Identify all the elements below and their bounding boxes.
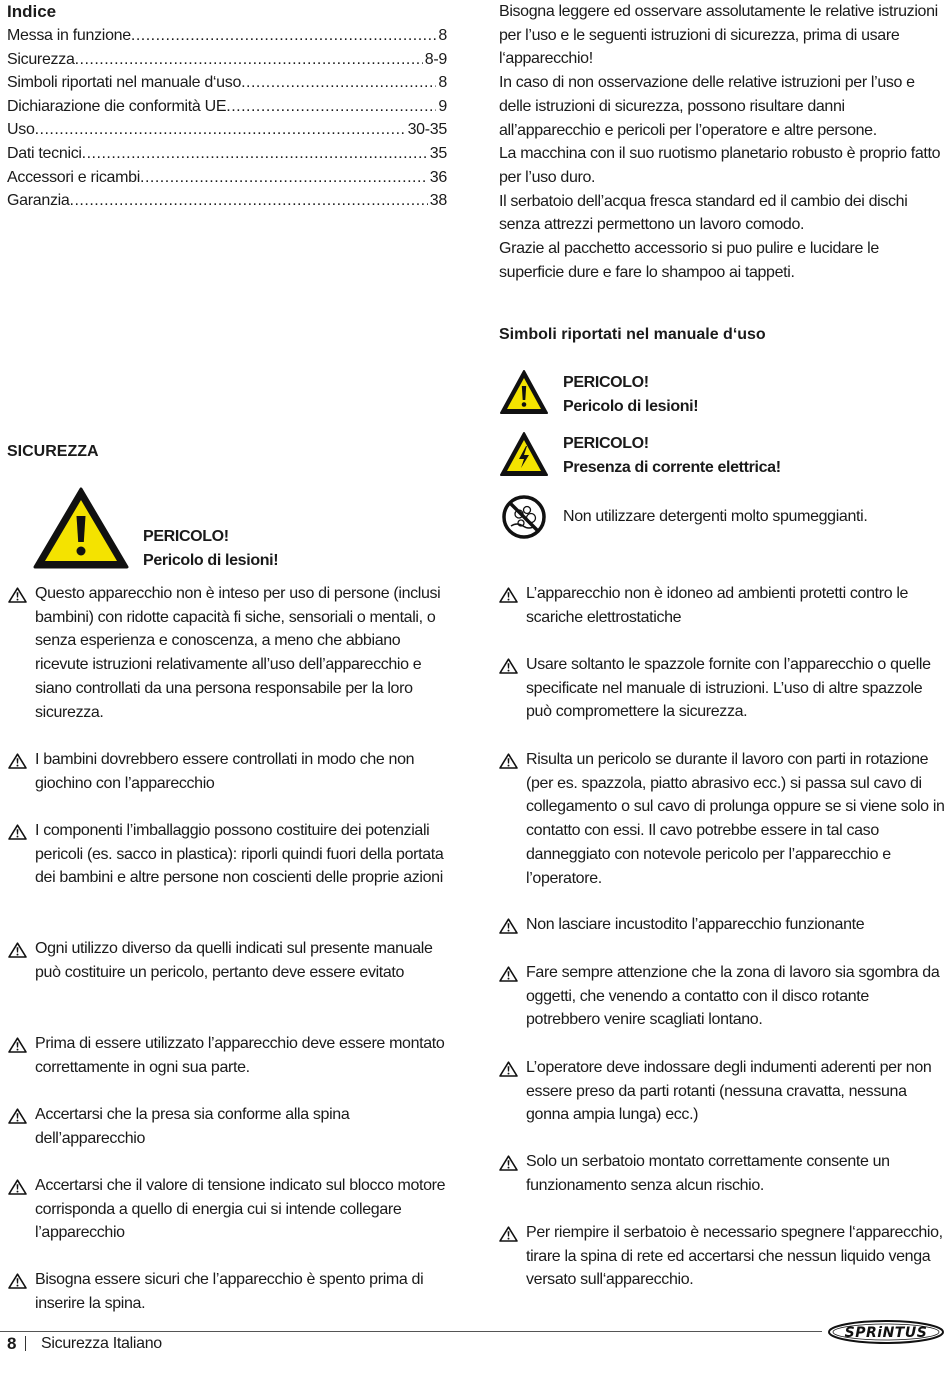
warning-triangle-icon [499,1061,518,1077]
intro-paragraph: Bisogna leggere ed osservare assolutamente le relative istruzioni per l’uso e le seguenti istruzioni di sicurezza, prima di usare l‘apparecchio! [499,3,938,68]
warning-triangle-icon [499,1155,518,1171]
safety-item: L’operatore deve indossare degli indumenti aderenti per non essere preso da parti rotanti (nessuna cravatta, nessuna gonna ampia lunga) ecc.) [499,1056,945,1127]
safety-item: Usare soltanto le spazzole fornite con l’apparecchio o quelle specificate nel manuale di istruzioni. L’uso di altre spazzole può compromettere la sicurezza. [499,653,945,724]
warning-triangle-icon [499,658,518,674]
toc-entry[interactable]: Simboli riportati nel manuale d‘uso ..... 8 [7,71,447,95]
symbols-heading: Simboli riportati nel manuale d‘uso [499,326,766,343]
safety-heading: SICUREZZA [7,443,99,460]
warning-triangle-icon [499,966,518,982]
table-of-contents [7,24,447,213]
safety-item: I bambini dovrebbero essere controllati in modo che non giochino con l’apparecchio [8,748,448,795]
intro-paragraph: Grazie al pacchetto accessorio si puo pulire e lucidare le superficie dure e fare lo shampoo ai tappeti. [499,240,879,281]
safety-item: Accertarsi che la presa sia conforme alla spina dell’apparecchio [8,1103,448,1150]
footer-separator [25,1336,26,1351]
safety-item: Bisogna essere sicuri che l’apparecchio è spento prima di inserire la spina. [8,1268,448,1315]
electric-hazard-icon [499,431,549,482]
safety-item: Non lasciare incustodito l’apparecchio funzionante [499,913,945,937]
safety-item: L’apparecchio non è idoneo ad ambienti protetti contro le scariche elettrostatiche [499,582,945,629]
symbol-danger-electric: PERICOLO! Presenza di corrente elettrica! [563,435,781,476]
warning-triangle-icon [8,1273,27,1289]
safety-item: Risulta un pericolo se durante il lavoro con parti in rotazione (per es. spazzola, piatto abrasivo ecc.) si passa sul cavo di collegamento o sul cavo di prolunga oppure se si viene solo in contatto con essi. Il cavo potrebbe essere in tal caso danneggiato con notevole pericolo per l’apparecchio e l’operatore. [499,748,945,890]
no-foam-icon [501,494,547,545]
warning-triangle-icon [499,1226,518,1242]
symbol-danger-injury: PERICOLO! Pericolo di lesioni! [563,374,699,415]
safety-item: Accertarsi che il valore di tensione indicato sul blocco motore corrisponda a quello di energia cui si intende collegare l’apparecchio [8,1174,448,1245]
safety-item: Solo un serbatoio montato correttamente consente un funzionamento senza alcun rischio. [499,1150,945,1197]
safety-item: Fare sempre attenzione che la zona di lavoro sia sgombra da oggetti, che venendo a contatto con il disco rotante potrebbero venire scagliati lontano. [499,961,945,1032]
safety-item: I componenti l’imballaggio possono costituire dei potenziali pericoli (es. sacco in plastica): riporli quindi fuori della portata dei bambini e altre persone non coscienti delle proprie azioni [8,819,448,890]
page-number: 8 [7,1334,17,1353]
safety-item: Prima di essere utilizzato l’apparecchio deve essere montato correttamente in ogni sua parte. [8,1032,448,1079]
warning-triangle-icon [8,824,27,840]
toc-entry[interactable]: Messa in funzione ..... 8 [7,24,447,48]
intro-paragraph: La macchina con il suo ruotismo planetario robusto è proprio fatto per l’uso duro. [499,145,941,186]
warning-triangle-icon [8,587,27,603]
warning-triangle-icon [499,753,518,769]
toc-entry[interactable]: Dati tecnici ..... 35 [7,142,447,166]
warning-triangle-icon [8,1108,27,1124]
intro-paragraph: In caso di non osservazione delle relative istruzioni per l’uso e delle istruzioni di sicurezza, possono risultare danni all’apparecchio e pericoli per l’operatore e altre persone. [499,74,915,139]
warning-triangle-icon [8,753,27,769]
safety-item: Ogni utilizzo diverso da quelli indicati sul presente manuale può costituire un pericolo, pertanto deve essere evitato [8,937,448,984]
toc-entry[interactable]: Garanzia ..... 38 [7,189,447,213]
safety-danger-banner: PERICOLO! Pericolo di lesioni! [143,528,279,569]
warning-triangle-icon [32,486,130,575]
warning-triangle-icon [8,1037,27,1053]
warning-triangle-icon [499,918,518,934]
safety-item: Per riempire il serbatoio è necessario spegnere l‘apparecchio, tirare la spina di rete ed accertarsi che nessun liquido venga versato sull‘apparecchio. [499,1221,945,1292]
safety-item: Questo apparecchio non è inteso per uso di persone (inclusi bambini) con ridotte capacità fi siche, sensoriali o mentali, o senza esperienza e conoscenza, a meno che abbiano ricevute istruzioni relativamente all’uso dell’apparecchio e siano controllati da una persona responsabile per la loro sicurezza. [8,582,448,724]
toc-entry[interactable]: Accessori e ricambi ..... 36 [7,166,447,190]
toc-entry[interactable]: Dichiarazione die conformità UE ..... 9 [7,95,447,119]
intro-text [499,0,944,284]
intro-paragraph: Il serbatoio dell’acqua fresca standard ed il cambio dei dischi senza attrezzi permettono un lavoro comodo. [499,192,908,234]
svg-text:SPRiNTUS: SPRiNTUS [844,1325,928,1341]
symbol-no-foam: Non utilizzare detergenti molto spumeggianti. [563,508,868,525]
warning-triangle-icon [499,369,549,420]
toc-title: Indice [7,2,57,21]
warning-triangle-icon [8,1179,27,1195]
toc-entry[interactable]: Uso ..... 30-35 [7,118,447,142]
warning-triangle-icon [499,587,518,603]
warning-triangle-icon [8,942,27,958]
footer-section-title: Sicurezza Italiano [41,1335,162,1352]
toc-entry[interactable]: Sicurezza ..... 8-9 [7,48,447,72]
brand-logo [827,1319,945,1350]
